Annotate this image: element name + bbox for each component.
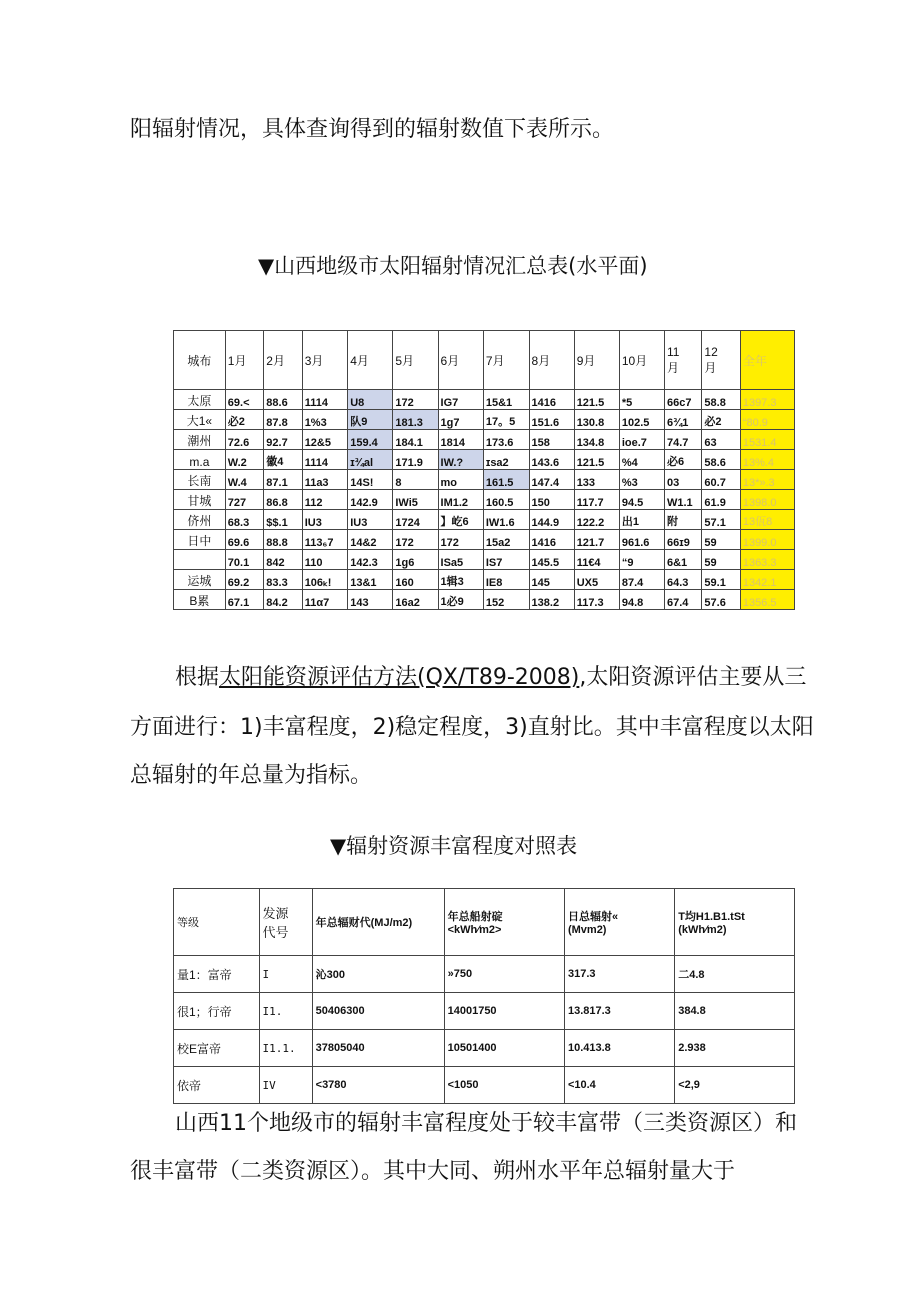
month-value-cell: 87.1 [264,470,302,490]
month-value-cell: 03 [665,470,702,490]
month-value-cell: 94.5 [619,490,664,510]
table1-row [174,410,795,430]
month-value-cell: IM1.2 [438,490,483,510]
month-value-cell: 69.2 [225,570,263,590]
table1-row [174,470,795,490]
month-value-cell: 842 [264,550,302,570]
month-value-cell: 58.6 [702,450,740,470]
month-value-cell: 130.8 [574,410,619,430]
table1-row [174,590,795,610]
annual-total-cell: 1531.4 [740,430,794,450]
grade-cell: 很1；行帝 [174,993,260,1030]
month-value-cell: 12&5 [302,430,348,450]
month-value-cell: 160 [393,570,438,590]
annual-total-cell: 1356.5 [740,590,794,610]
month-value-cell: 68.3 [225,510,263,530]
month-value-cell: 67.1 [225,590,263,610]
table1-row [174,430,795,450]
month-value-cell: 1辑3 [438,570,483,590]
month-value-cell: mo [438,470,483,490]
month-value-cell: %4 [619,450,664,470]
radiation-summary-table [173,330,795,610]
grade-code-cell: I [259,956,312,993]
month-value-cell: 69.< [225,390,263,410]
month-value-cell: 158 [529,430,574,450]
table1-row [174,510,795,530]
month-value-cell: 173.6 [483,430,529,450]
table2-header-cell: 等级 [174,889,260,956]
table2-header-cell: 年总船射碇 <kWh∕m2> [444,889,564,956]
month-value-cell: 122.2 [574,510,619,530]
month-value-cell: ɪsa2 [483,450,529,470]
month-value-cell: 121.7 [574,530,619,550]
table2-row [174,956,795,993]
month-value-cell: 1g6 [393,550,438,570]
month-value-cell: 57.6 [702,590,740,610]
month-value-cell: 171.9 [393,450,438,470]
annual-total-cell: 13*».3 [740,470,794,490]
month-value-cell: 6¾1 [665,410,702,430]
month-value-cell: 84.2 [264,590,302,610]
month-value-cell: 144.9 [529,510,574,530]
table1-header-cell: 7月 [483,331,529,390]
city-cell: 大1« [174,410,226,430]
month-value-cell: 必2 [225,410,263,430]
month-value-cell: 1416 [529,530,574,550]
annual-total-cell: 1342.1 [740,570,794,590]
month-value-cell: ioe.7 [619,430,664,450]
month-value-cell: 172 [393,530,438,550]
grade-value-cell: 14001750 [444,993,564,1030]
month-value-cell: 110 [302,550,348,570]
table2-header-row [174,889,795,956]
paragraph-method-line2: 方面进行：1)丰富程度，2)稳定程度，3)直射比。其中丰富程度以太阳 [130,715,814,740]
standard-reference: 太阳能资源评估方法(QX/T89-2008) [219,665,580,690]
month-value-cell: W.4 [225,470,263,490]
city-cell: 甘城 [174,490,226,510]
table2-header-cell: 年总辐财代(MJ/m2) [312,889,444,956]
city-cell: 太原 [174,390,226,410]
month-value-cell: 15a2 [483,530,529,550]
month-value-cell: 67.4 [665,590,702,610]
month-value-cell: 142.9 [348,490,393,510]
month-value-cell: *5 [619,390,664,410]
month-value-cell: 必6 [665,450,702,470]
month-value-cell: 11a3 [302,470,348,490]
month-value-cell: 74.7 [665,430,702,450]
table1-row [174,490,795,510]
month-value-cell: 86.8 [264,490,302,510]
month-value-cell: 727 [225,490,263,510]
grade-value-cell: <3780 [312,1067,444,1104]
grade-value-cell: 2.938 [675,1030,795,1067]
month-value-cell: 1814 [438,430,483,450]
table2-header-cell: T均H1.B1.tSt (kWh∕m2) [675,889,795,956]
month-value-cell: W1.1 [665,490,702,510]
month-value-cell: 附 [665,510,702,530]
month-value-cell: 11€4 [574,550,619,570]
grade-value-cell: <2,9 [675,1067,795,1104]
month-value-cell: IU3 [348,510,393,530]
table1-row [174,450,795,470]
annual-total-cell: 13%.4 [740,450,794,470]
month-value-cell: 94.8 [619,590,664,610]
month-value-cell: 60.7 [702,470,740,490]
month-value-cell: 134.8 [574,430,619,450]
table1-header-cell: 12 月 [702,331,740,390]
month-value-cell: 70.1 [225,550,263,570]
month-value-cell: IU3 [302,510,348,530]
month-value-cell: IWi5 [393,490,438,510]
table1-caption: ▼山西地级市太阳辐射情况汇总表(水平面) [258,254,648,278]
grade-value-cell: <1050 [444,1067,564,1104]
paragraph-summary-line1: 山西11个地级市的辐射丰富程度处于较丰富带（三类资源区）和 [175,1111,797,1136]
month-value-cell: 必2 [702,410,740,430]
month-value-cell: IS7 [483,550,529,570]
city-cell: 侪州 [174,510,226,530]
grade-code-cell: IV [259,1067,312,1104]
grade-cell: 校E富帝 [174,1030,260,1067]
city-cell [174,550,226,570]
city-cell: 日中 [174,530,226,550]
month-value-cell: 88.8 [264,530,302,550]
month-value-cell: W.2 [225,450,263,470]
table1-header-cell: 全年 [740,331,794,390]
table1-header-cell: 城布 [174,331,226,390]
month-value-cell: 87.4 [619,570,664,590]
city-cell: m.a [174,450,226,470]
month-value-cell: ɪ¾al [348,450,393,470]
table1-header-cell: 2月 [264,331,302,390]
month-value-cell: 1114 [302,450,348,470]
month-value-cell: 17。5 [483,410,529,430]
month-value-cell: IW1.6 [483,510,529,530]
month-value-cell: 1必9 [438,590,483,610]
month-value-cell: 出1 [619,510,664,530]
month-value-cell: 142.3 [348,550,393,570]
month-value-cell: 14&2 [348,530,393,550]
month-value-cell: 121.5 [574,450,619,470]
month-value-cell: 160.5 [483,490,529,510]
grade-value-cell: 沁300 [312,956,444,993]
month-value-cell: 66ɪ9 [665,530,702,550]
table2-header-cell: 发源 代号 [259,889,312,956]
grade-value-cell: 10.413.8 [564,1030,674,1067]
month-value-cell: 13&1 [348,570,393,590]
month-value-cell: 88.6 [264,390,302,410]
month-value-cell: 117.3 [574,590,619,610]
table1-row [174,530,795,550]
city-cell: 运城 [174,570,226,590]
table1-header-cell: 6月 [438,331,483,390]
month-value-cell: 14S! [348,470,393,490]
grade-value-cell: 10501400 [444,1030,564,1067]
annual-total-cell: 1397.3 [740,390,794,410]
month-value-cell: 181.3 [393,410,438,430]
month-value-cell: 59.1 [702,570,740,590]
grade-value-cell: 50406300 [312,993,444,1030]
grade-value-cell: 37805040 [312,1030,444,1067]
month-value-cell: 117.7 [574,490,619,510]
month-value-cell: 徽4 [264,450,302,470]
annual-total-cell: 1363.3 [740,550,794,570]
month-value-cell: IE8 [483,570,529,590]
grade-cell: 量1：富帝 [174,956,260,993]
table1-header-cell: 1月 [225,331,263,390]
month-value-cell: 6&1 [665,550,702,570]
table2-row [174,1067,795,1104]
month-value-cell: 112 [302,490,348,510]
month-value-cell: 72.6 [225,430,263,450]
grade-value-cell: 13.817.3 [564,993,674,1030]
month-value-cell: 138.2 [529,590,574,610]
annual-total-cell: 13佤8 [740,510,794,530]
month-value-cell: 61.9 [702,490,740,510]
grade-value-cell: »750 [444,956,564,993]
month-value-cell: 】屹6 [438,510,483,530]
month-value-cell: 161.5 [483,470,529,490]
month-value-cell: 106ₖ! [302,570,348,590]
month-value-cell: 66c7 [665,390,702,410]
month-value-cell: 159.4 [348,430,393,450]
intro-line: 阳辐射情况，具体查询得到的辐射数值下表所示。 [130,117,615,142]
grade-code-cell: I1.1. [259,1030,312,1067]
table1-header-cell: 10月 [619,331,664,390]
month-value-cell: 11α7 [302,590,348,610]
month-value-cell: 145.5 [529,550,574,570]
annual-total-cell: 1398.0 [740,490,794,510]
month-value-cell: 87.8 [264,410,302,430]
month-value-cell: 63 [702,430,740,450]
month-value-cell: 1%3 [302,410,348,430]
table2-row [174,993,795,1030]
month-value-cell: 143 [348,590,393,610]
month-value-cell: 16a2 [393,590,438,610]
resource-grade-table [173,888,795,1104]
month-value-cell: 58.8 [702,390,740,410]
month-value-cell: 121.5 [574,390,619,410]
table1-header-cell: 3月 [302,331,348,390]
month-value-cell: 64.3 [665,570,702,590]
paragraph-method [175,662,806,694]
month-value-cell: 102.5 [619,410,664,430]
month-value-cell: IW.? [438,450,483,470]
month-value-cell: 151.6 [529,410,574,430]
month-value-cell: U8 [348,390,393,410]
month-value-cell: 15&1 [483,390,529,410]
paragraph-summary-line2: 很丰富带（二类资源区）。其中大同、朔州水平年总辐射量大于 [130,1159,736,1184]
table1-header-cell: 8月 [529,331,574,390]
month-value-cell: 1g7 [438,410,483,430]
para-prefix: 根据 [175,665,220,690]
month-value-cell: 59 [702,550,740,570]
month-value-cell: IG7 [438,390,483,410]
month-value-cell: 59 [702,530,740,550]
grade-value-cell: 二4.8 [675,956,795,993]
month-value-cell: 152 [483,590,529,610]
grade-value-cell: 384.8 [675,993,795,1030]
annual-total-cell: 1399.0 [740,530,794,550]
city-cell: B累 [174,590,226,610]
table1-header-row [174,331,795,390]
month-value-cell: 145 [529,570,574,590]
month-value-cell: UX5 [574,570,619,590]
paragraph-method-line3: 总辐射的年总量为指标。 [130,763,373,788]
para-suffix: ,太阳资源评估主要从三 [579,665,807,690]
month-value-cell: “9 [619,550,664,570]
month-value-cell: 92.7 [264,430,302,450]
grade-code-cell: I1. [259,993,312,1030]
month-value-cell: 184.1 [393,430,438,450]
table2-caption: ▼辐射资源丰富程度对照表 [330,834,578,858]
month-value-cell: 113₆7 [302,530,348,550]
month-value-cell: 1724 [393,510,438,530]
table1-row [174,550,795,570]
month-value-cell: 172 [438,530,483,550]
table2-row [174,1030,795,1067]
month-value-cell: 961.6 [619,530,664,550]
month-value-cell: 133 [574,470,619,490]
grade-cell: 依帝 [174,1067,260,1104]
month-value-cell: 150 [529,490,574,510]
month-value-cell: 147.4 [529,470,574,490]
table1-row [174,570,795,590]
month-value-cell: 143.6 [529,450,574,470]
city-cell: 潮州 [174,430,226,450]
month-value-cell: 1416 [529,390,574,410]
table1-header-cell: 9月 [574,331,619,390]
table1-row [174,390,795,410]
month-value-cell: 83.3 [264,570,302,590]
month-value-cell: 8 [393,470,438,490]
table1-header-cell: 4月 [348,331,393,390]
table1-header-cell: 5月 [393,331,438,390]
month-value-cell: 69.6 [225,530,263,550]
table2-header-cell: 日总辐射« (Mvm2) [564,889,674,956]
city-cell: 长南 [174,470,226,490]
month-value-cell: ISa5 [438,550,483,570]
month-value-cell: $$.1 [264,510,302,530]
grade-value-cell: 317.3 [564,956,674,993]
grade-value-cell: <10.4 [564,1067,674,1104]
month-value-cell: 1114 [302,390,348,410]
month-value-cell: %3 [619,470,664,490]
annual-total-cell: “80.9 [740,410,794,430]
month-value-cell: 172 [393,390,438,410]
month-value-cell: 队9 [348,410,393,430]
table1-header-cell: 11 月 [665,331,702,390]
month-value-cell: 57.1 [702,510,740,530]
